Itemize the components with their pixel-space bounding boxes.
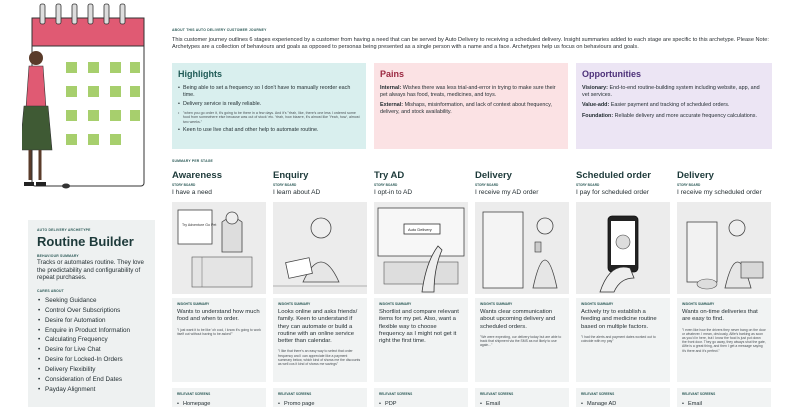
insight-card bbox=[475, 298, 569, 382]
storyboard-sketch bbox=[374, 202, 468, 294]
stage-story: I opt-in to AD bbox=[374, 189, 413, 196]
insight-quote: "I had the alerts and payment dates worked out to coincide with my pay" bbox=[581, 334, 656, 344]
opportunities-title: Opportunities bbox=[582, 69, 641, 79]
opp-value-label: Value-add: bbox=[582, 102, 610, 109]
screens-label: RELEVANT SCREENS bbox=[177, 392, 211, 396]
cares-label: CARES ABOUT bbox=[37, 288, 64, 293]
archetype-panel bbox=[28, 220, 155, 407]
highlight-item: • Being able to set a frequency so I don't have to manually reorder each time. bbox=[178, 85, 360, 98]
stage-story: I pay for scheduled order bbox=[576, 189, 649, 196]
opp-value bbox=[582, 102, 766, 109]
insight-quote: "We were expecting, our delivery today but are able to track that shipment via the SMS as not likely to use again..." bbox=[480, 334, 562, 348]
insight-label: INSIGHTS SUMMARY bbox=[682, 302, 715, 306]
pain-external-label: External: bbox=[380, 102, 404, 109]
insight-text: Wants on-time deliveries that are easy to find. bbox=[682, 309, 758, 323]
about-text: This customer journey outlines 6 stages experienced by a customer from having a need that can be served by Auto Delivery to receiving a scheduled delivery. Insight summaries added to each stage are specific to this archetype. Please Note: Archetypes are a collection of behaviours and goals as opposed to personas being presented as a single person with a name and a face. Archetypes help us focus on behaviours and goals. bbox=[172, 37, 769, 50]
archetype-label: AUTO DELIVERY ARCHETYPE bbox=[37, 228, 91, 232]
cares-list bbox=[37, 296, 147, 395]
relevant-screens bbox=[374, 388, 468, 407]
insight-text: Wants clear communication about upcoming delivery and scheduled orders. bbox=[480, 309, 556, 330]
tryad-button-text: Auto Delivery bbox=[408, 227, 432, 232]
cares-item: • Calculating Frequency bbox=[37, 335, 147, 345]
cares-item: • Enquire in Product Information bbox=[37, 326, 147, 336]
insight-label: INSIGHTS SUMMARY bbox=[581, 302, 614, 306]
opp-foundation bbox=[582, 113, 766, 120]
screen-item: • PDP bbox=[379, 401, 463, 407]
insight-label: INSIGHTS SUMMARY bbox=[177, 302, 210, 306]
highlights-list bbox=[178, 85, 360, 134]
stage-name: Delivery bbox=[677, 170, 714, 181]
opp-visionary-label: Visionary: bbox=[582, 85, 608, 91]
pain-internal bbox=[380, 85, 562, 98]
screen-item: • Promo page bbox=[278, 401, 362, 407]
about-label: ABOUT THIS AUTO DELIVERY CUSTOMER JOURNEY bbox=[172, 28, 267, 32]
storyboard-sketch bbox=[172, 202, 266, 294]
cares-item: • Control Over Subscriptions bbox=[37, 306, 147, 316]
pain-external-text: Mishaps, misinformation, and lack of context about frequency, delivery, and stock availability. bbox=[380, 102, 552, 115]
behaviour-label: BEHAVIOUR SUMMARY bbox=[37, 254, 79, 258]
insight-card bbox=[576, 298, 670, 382]
storyboard-label: STORY BOARD bbox=[576, 183, 600, 187]
stage-story: I receive my scheduled order bbox=[677, 189, 762, 196]
stage-scheduled-delivery bbox=[677, 170, 771, 407]
highlight-item: • Keen to use live chat and other help to automate routine. bbox=[178, 127, 360, 134]
stage-delivery bbox=[475, 170, 569, 407]
archetype-title: Routine Builder bbox=[37, 234, 134, 249]
left-column bbox=[0, 0, 155, 407]
storyboard-label: STORY BOARD bbox=[172, 183, 196, 187]
stage-scheduled-order bbox=[576, 170, 670, 407]
stage-name: Try AD bbox=[374, 170, 405, 181]
cares-item: • Consideration of End Dates bbox=[37, 375, 147, 385]
awareness-note-text: Try Adventure Go Pet bbox=[182, 223, 217, 227]
pains-box bbox=[374, 63, 568, 149]
opportunities-box bbox=[576, 63, 772, 149]
screen-item: • Email bbox=[682, 401, 766, 407]
insight-card bbox=[677, 298, 771, 382]
cares-item: • Desire for Live Chat bbox=[37, 345, 147, 355]
insight-label: INSIGHTS SUMMARY bbox=[379, 302, 412, 306]
insight-text: Shortlist and compare relevant items for my pet. Also, want a flexible way to choose frequency as I might not get it right the first time. bbox=[379, 309, 459, 345]
screen-item: • Homepage bbox=[177, 401, 261, 407]
screen-item: • Manage AD bbox=[581, 401, 665, 407]
screens-label: RELEVANT SCREENS bbox=[682, 392, 716, 396]
stage-name: Enquiry bbox=[273, 170, 309, 181]
insight-card bbox=[172, 298, 266, 382]
insight-label: INSIGHTS SUMMARY bbox=[480, 302, 513, 306]
relevant-screens bbox=[576, 388, 670, 407]
screens-label: RELEVANT SCREENS bbox=[480, 392, 514, 396]
pain-internal-text: Wishes there was less trial-and-error in trying to make sure their pet always has food, treats, medicines, and toys. bbox=[380, 85, 556, 98]
screens-label: RELEVANT SCREENS bbox=[278, 392, 312, 396]
pains-title: Pains bbox=[380, 69, 405, 79]
insight-quote: "I just want it to be like 'oh cool, I know it's going to work itself out without having to be asked'" bbox=[177, 327, 261, 336]
opp-foundation-label: Foundation: bbox=[582, 112, 614, 119]
relevant-screens bbox=[677, 388, 771, 407]
storyboard-label: STORY BOARD bbox=[475, 183, 499, 187]
main-column bbox=[172, 0, 800, 407]
summary-label: SUMMARY PER STAGE bbox=[172, 159, 214, 163]
stage-awareness bbox=[172, 170, 266, 407]
stage-try-ad bbox=[374, 170, 468, 407]
stage-story: I receive my AD order bbox=[475, 189, 539, 196]
highlights-box bbox=[172, 63, 366, 149]
behaviour-summary: Tracks or automates routine. They love the predictability and configurability of repeat purchases. bbox=[37, 259, 144, 282]
relevant-screens bbox=[172, 388, 266, 407]
stage-enquiry bbox=[273, 170, 367, 407]
screen-item: • Email bbox=[480, 401, 564, 407]
storyboard-sketch bbox=[677, 202, 771, 294]
highlights-title: Highlights bbox=[178, 69, 222, 79]
insight-label: INSIGHTS SUMMARY bbox=[278, 302, 311, 306]
relevant-screens bbox=[273, 388, 367, 407]
insight-text: Looks online and asks friends/ family. Keen to understand if they can automate or build a routine with an online service better than calendar. bbox=[278, 309, 358, 345]
screens-label: RELEVANT SCREENS bbox=[379, 392, 413, 396]
screens-label: RELEVANT SCREENS bbox=[581, 392, 615, 396]
insight-card bbox=[374, 298, 468, 382]
cares-item: • Seeking Guidance bbox=[37, 296, 147, 306]
insight-card bbox=[273, 298, 367, 382]
stage-name: Delivery bbox=[475, 170, 512, 181]
insight-quote: "I even like how the drivers they never bang on the door or whatever. I mean, obviously, Alfie's barking as soon as you'd in here, but I know the food is just put down the front door. They go away, they always shut the gate, Alfie is a great thing, and then I get a message saying it's there and it's perfect." bbox=[682, 327, 766, 353]
cares-item: • Payday Alignment bbox=[37, 385, 147, 395]
insight-text: Wants to understand how much food and when to order. bbox=[177, 309, 260, 323]
opp-foundation-text: Reliable delivery and more accurate frequency calculations. bbox=[614, 112, 757, 119]
relevant-screens bbox=[475, 388, 569, 407]
storyboard-label: STORY BOARD bbox=[374, 183, 398, 187]
cares-item: • Desire for Locked-In Orders bbox=[37, 355, 147, 365]
highlight-item: • Delivery service is really reliable. bbox=[178, 101, 360, 108]
storyboard-sketch bbox=[273, 202, 367, 294]
stage-story: I have a need bbox=[172, 189, 212, 196]
stage-name: Scheduled order bbox=[576, 170, 651, 181]
storyboard-label: STORY BOARD bbox=[273, 183, 297, 187]
stage-name: Awareness bbox=[172, 170, 222, 181]
storyboard-sketch bbox=[475, 202, 569, 294]
opp-visionary bbox=[582, 85, 766, 98]
storyboard-sketch bbox=[576, 202, 670, 294]
insight-text: Actively try to establish a feeding and medicine routine based on multiple factors. bbox=[581, 309, 657, 330]
insight-quote: "I like that there's an easy way to select that order frequency and I can appreciate like a payment summary below, which kind of shows me the discounts as well cos it kind of shows me savings" bbox=[278, 349, 361, 367]
calendar-illustration bbox=[22, 0, 150, 195]
highlight-quote: • "when you go order it, it's going to be there in a few days. And it's 'Yeah, like, there's one less I ordered some food from somewhere else because was out of stock' etc. Yeah, how bizarre, it's almost like 'Yeah, how', almost two weeks." bbox=[178, 111, 360, 124]
opp-visionary-text: End-to-end routine-building system including website, app, and vet services. bbox=[582, 85, 760, 98]
opp-value-text: Easier payment and tracking of scheduled orders. bbox=[610, 102, 730, 109]
storyboard-label: STORY BOARD bbox=[677, 183, 701, 187]
pain-external bbox=[380, 102, 562, 115]
stage-story: I learn about AD bbox=[273, 189, 321, 196]
cares-item: • Delivery Flexibility bbox=[37, 365, 147, 375]
pain-internal-label: Internal: bbox=[380, 85, 402, 91]
cares-item: • Desire for Automation bbox=[37, 316, 147, 326]
